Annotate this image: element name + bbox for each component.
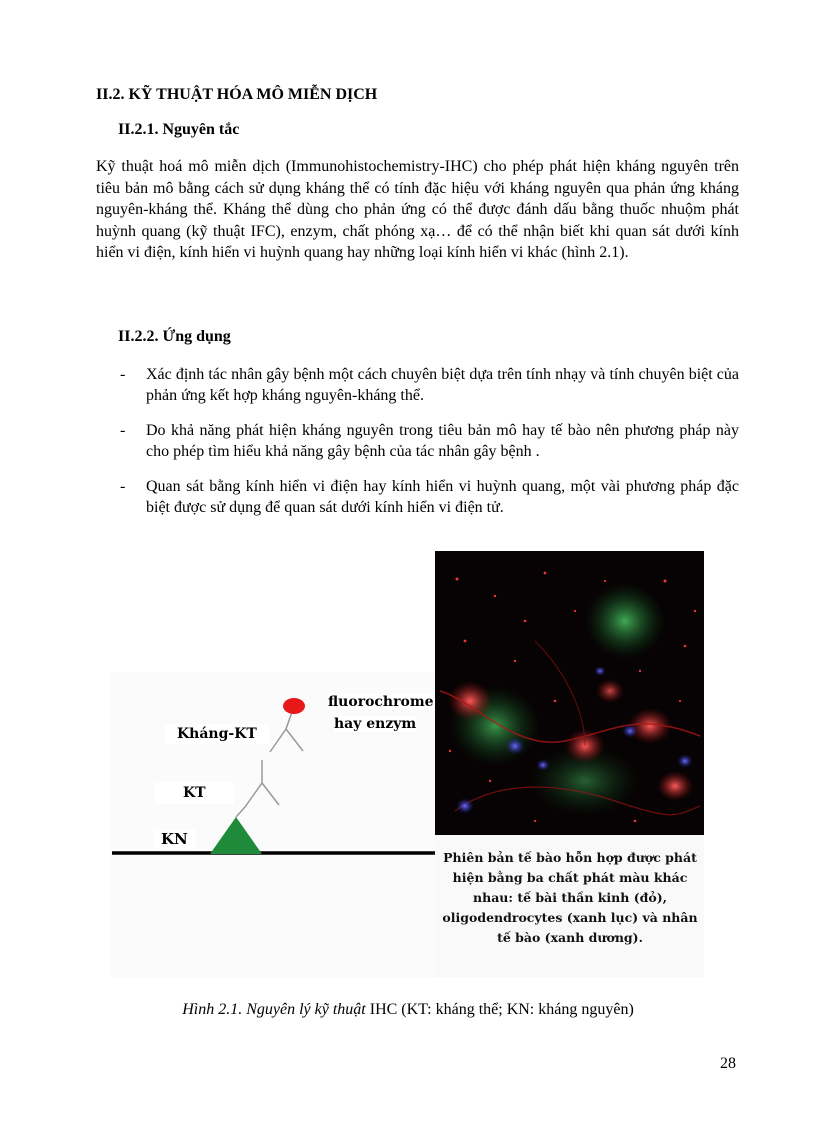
- label-kt: KT: [155, 782, 234, 804]
- anti-kt-left-arm: [270, 729, 286, 752]
- subsection-title-principle: II.2.1. Nguyên tắc: [118, 121, 240, 138]
- bullet-dash: -: [120, 422, 126, 439]
- red-neuron: [596, 679, 624, 703]
- label-hay-enzym: hay enzym: [334, 716, 417, 732]
- antigen-triangle: [210, 817, 262, 854]
- blue-nucleus: [456, 798, 474, 814]
- list-item-text: Xác định tác nhân gây bệnh một cách chuyên biệt dựa trên tính nhạy và tính chuyên biệt của phản ứng kết hợp kháng nguyên-kháng thể.: [146, 366, 739, 404]
- kt-stem: [236, 807, 245, 817]
- ihc-principle-diagram: [110, 672, 435, 977]
- kt-right-arm: [262, 783, 279, 805]
- figure-caption-normal: IHC (KT: kháng thể; KN: kháng nguyên): [365, 1001, 634, 1018]
- red-neuron: [448, 681, 492, 721]
- red-neuron: [657, 771, 693, 801]
- page-number: 28: [720, 1055, 736, 1072]
- fluorescence-micrograph: [435, 551, 704, 835]
- figure-caption-italic: Hình 2.1. Nguyên lý kỹ thuật: [182, 1001, 366, 1018]
- micrograph-svg: [435, 551, 704, 835]
- list-item-text: Quan sát bằng kính hiển vi điện hay kính hiển vi huỳnh quang, một vài phương pháp đặc biệt được sử dụng để quan sát dưới kính hiển vi điện tử.: [146, 478, 739, 516]
- green-cell-cluster: [585, 583, 665, 659]
- figure-caption: [0, 1001, 816, 1019]
- blue-nucleus: [536, 759, 550, 771]
- label-kn: KN: [153, 829, 196, 849]
- section-title: II.2. KỸ THUẬT HÓA MÔ MIỄN DỊCH: [96, 86, 378, 103]
- blue-nucleus: [622, 724, 638, 738]
- list-item: [96, 420, 739, 462]
- label-fluorochrome: fluorochrome: [328, 694, 434, 710]
- marker-link: [286, 712, 292, 729]
- blue-nucleus: [594, 666, 606, 676]
- bullet-dash: -: [120, 366, 126, 383]
- bullet-dash: -: [120, 478, 126, 495]
- blue-nucleus: [505, 737, 525, 755]
- kt-left-arm: [245, 783, 262, 807]
- fluorochrome-marker: [283, 698, 305, 714]
- list-item: [96, 364, 739, 406]
- applications-list: [96, 364, 739, 532]
- anti-kt-right-arm: [286, 729, 303, 751]
- list-item-text: Do khả năng phát hiện kháng nguyên trong tiêu bản mô hay tế bào nên phương pháp này cho phép tìm hiểu khả năng gây bệnh của tác nhân gây bệnh .: [146, 422, 739, 460]
- micrograph-caption: Phiên bản tế bào hỗn hợp được phát hiện bằng ba chất phát màu khác nhau: tế bài thần kinh (đỏ), oligodendrocytes (xanh lục) và nhân tế bào (xanh dương).: [442, 850, 698, 945]
- subsection-title-applications: II.2.2. Ứng dụng: [118, 328, 231, 345]
- label-anti-kt: Kháng-KT: [165, 724, 269, 744]
- principle-paragraph: Kỹ thuật hoá mô miễn dịch (Immunohistochemistry-IHC) cho phép phát hiện kháng nguyên trên tiêu bản mô bằng cách sử dụng kháng thể có tính đặc hiệu với kháng nguyên qua phản ứng kháng nguyên-kháng thể. Kháng thể dùng cho phản ứng có thể được đánh dấu bằng thuốc nhuộm phát huỳnh quang (kỹ thuật IFC), enzym, chất phóng xạ… để có thể nhận biết khi quan sát dưới kính hiển vi điện, kính hiển vi huỳnh quang hay những loại kính hiển vi khác (hình 2.1).: [96, 158, 739, 261]
- blue-nucleus: [677, 754, 693, 768]
- list-item: [96, 476, 739, 518]
